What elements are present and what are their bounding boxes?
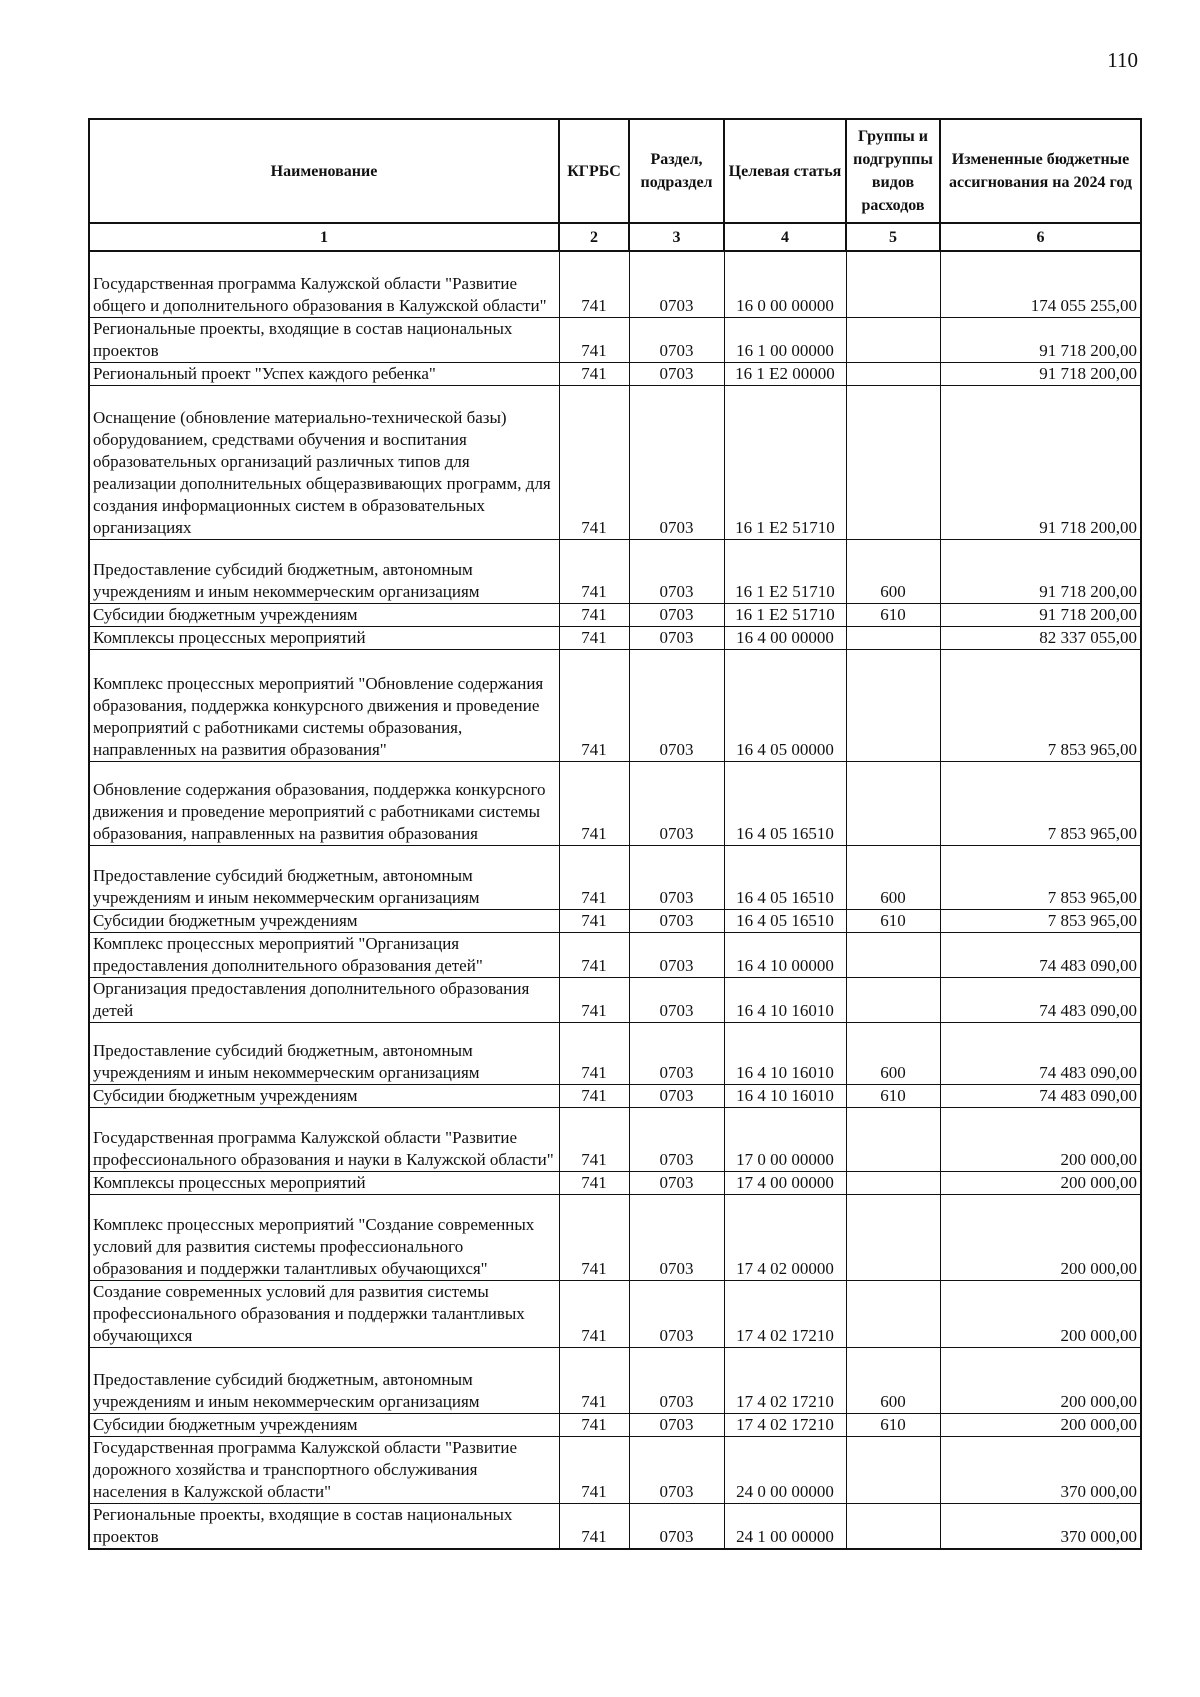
row-group [846,1503,940,1549]
row-group: 610 [846,909,940,932]
row-group: 610 [846,1413,940,1436]
row-amount: 74 483 090,00 [940,1022,1141,1084]
table-row [89,649,1141,761]
row-group: 610 [846,1084,940,1107]
row-target: 16 0 00 00000 [724,251,846,317]
row-target: 16 4 05 16510 [724,909,846,932]
row-kgrbs: 741 [559,1194,629,1280]
row-target: 24 0 00 00000 [724,1436,846,1503]
row-kgrbs: 741 [559,317,629,362]
table-row [89,1171,1141,1194]
row-target: 16 1 E2 00000 [724,362,846,385]
row-name: Региональные проекты, входящие в состав национальных проектов [89,317,559,362]
row-kgrbs: 741 [559,932,629,977]
row-kgrbs: 741 [559,1413,629,1436]
page-number: 110 [1107,48,1138,72]
row-group [846,317,940,362]
row-name: Субсидии бюджетным учреждениям [89,909,559,932]
column-number: 2 [559,223,629,251]
row-name: Субсидии бюджетным учреждениям [89,1084,559,1107]
row-amount: 91 718 200,00 [940,385,1141,539]
row-name: Комплексы процессных мероприятий [89,1171,559,1194]
row-kgrbs: 741 [559,1280,629,1347]
row-group [846,977,940,1022]
row-kgrbs: 741 [559,1436,629,1503]
row-kgrbs: 741 [559,626,629,649]
row-group [846,362,940,385]
row-target: 16 1 E2 51710 [724,603,846,626]
table-header [89,119,1141,251]
row-section: 0703 [629,1436,724,1503]
row-target: 16 4 00 00000 [724,626,846,649]
table-row [89,603,1141,626]
row-section: 0703 [629,1171,724,1194]
row-amount: 91 718 200,00 [940,317,1141,362]
row-kgrbs: 741 [559,1084,629,1107]
row-kgrbs: 741 [559,1503,629,1549]
row-group [846,1194,940,1280]
row-amount: 370 000,00 [940,1503,1141,1549]
row-kgrbs: 741 [559,649,629,761]
row-amount: 200 000,00 [940,1194,1141,1280]
row-group [846,1171,940,1194]
table-row [89,626,1141,649]
row-kgrbs: 741 [559,1171,629,1194]
header-kgrbs: КГРБС [559,119,629,223]
row-group [846,932,940,977]
row-group: 610 [846,603,940,626]
header-target: Целевая статья [724,119,846,223]
row-name: Предоставление субсидий бюджетным, автономным учреждениям и иным некоммерческим организациям [89,539,559,603]
row-name: Региональные проекты, входящие в состав национальных проектов [89,1503,559,1549]
row-amount: 7 853 965,00 [940,649,1141,761]
row-section: 0703 [629,603,724,626]
table-row [89,1280,1141,1347]
row-kgrbs: 741 [559,761,629,845]
row-group: 600 [846,1347,940,1413]
row-group [846,1280,940,1347]
row-group [846,1107,940,1171]
row-amount: 91 718 200,00 [940,603,1141,626]
row-kgrbs: 741 [559,362,629,385]
column-number: 4 [724,223,846,251]
row-section: 0703 [629,761,724,845]
row-kgrbs: 741 [559,977,629,1022]
row-kgrbs: 741 [559,1107,629,1171]
row-section: 0703 [629,317,724,362]
row-section: 0703 [629,1413,724,1436]
row-section: 0703 [629,977,724,1022]
row-amount: 82 337 055,00 [940,626,1141,649]
row-section: 0703 [629,539,724,603]
row-amount: 200 000,00 [940,1107,1141,1171]
row-name: Государственная программа Калужской области "Развитие дорожного хозяйства и транспортного обслуживания населения в Калужской области" [89,1436,559,1503]
row-name: Предоставление субсидий бюджетным, автономным учреждениям и иным некоммерческим организациям [89,845,559,909]
row-group [846,649,940,761]
row-group: 600 [846,539,940,603]
row-name: Предоставление субсидий бюджетным, автономным учреждениям и иным некоммерческим организациям [89,1347,559,1413]
table-row [89,1107,1141,1171]
row-section: 0703 [629,1280,724,1347]
row-target: 16 4 10 00000 [724,932,846,977]
column-number: 5 [846,223,940,251]
table-row [89,1084,1141,1107]
row-name: Обновление содержания образования, поддержка конкурсного движения и проведение мероприятий с работниками системы образования, направленных на развития образования [89,761,559,845]
table-row [89,251,1141,317]
budget-table [88,118,1142,1550]
table-row [89,909,1141,932]
table-row [89,1413,1141,1436]
row-target: 16 1 E2 51710 [724,385,846,539]
table-row [89,932,1141,977]
row-target: 17 4 02 17210 [724,1280,846,1347]
row-group [846,251,940,317]
row-amount: 174 055 255,00 [940,251,1141,317]
row-amount: 200 000,00 [940,1413,1141,1436]
table-row [89,761,1141,845]
row-section: 0703 [629,385,724,539]
row-name: Субсидии бюджетным учреждениям [89,603,559,626]
row-target: 16 4 10 16010 [724,1022,846,1084]
row-section: 0703 [629,251,724,317]
table-row [89,317,1141,362]
row-name: Комплекс процессных мероприятий "Создание современных условий для развития системы профессионального образования и поддержки талантливых обучающихся" [89,1194,559,1280]
column-number: 3 [629,223,724,251]
row-section: 0703 [629,649,724,761]
column-number: 1 [89,223,559,251]
row-section: 0703 [629,1194,724,1280]
header-section: Раздел, подраздел [629,119,724,223]
row-target: 24 1 00 00000 [724,1503,846,1549]
column-number: 6 [940,223,1141,251]
row-name: Оснащение (обновление материально-технической базы) оборудованием, средствами обучения и воспитания образовательных организаций различных типов для реализации дополнительных общеразвивающих программ, для создания информационных систем в образовательных организациях [89,385,559,539]
row-section: 0703 [629,1503,724,1549]
row-amount: 91 718 200,00 [940,539,1141,603]
table-body [89,251,1141,1549]
row-target: 16 4 05 16510 [724,845,846,909]
row-name: Создание современных условий для развития системы профессионального образования и поддержки талантливых обучающихся [89,1280,559,1347]
table-row [89,1022,1141,1084]
row-group: 600 [846,845,940,909]
row-kgrbs: 741 [559,1347,629,1413]
table-row [89,1503,1141,1549]
row-target: 16 4 05 00000 [724,649,846,761]
row-section: 0703 [629,362,724,385]
table-row [89,1436,1141,1503]
row-section: 0703 [629,1022,724,1084]
row-group: 600 [846,1022,940,1084]
row-name: Региональный проект "Успех каждого ребенка" [89,362,559,385]
row-amount: 7 853 965,00 [940,909,1141,932]
table-row [89,362,1141,385]
row-target: 16 4 10 16010 [724,977,846,1022]
row-target: 16 4 10 16010 [724,1084,846,1107]
table-row [89,1194,1141,1280]
row-target: 16 1 00 00000 [724,317,846,362]
header-groups: Группы и подгруппы видов расходов [846,119,940,223]
row-target: 17 0 00 00000 [724,1107,846,1171]
row-amount: 200 000,00 [940,1171,1141,1194]
row-kgrbs: 741 [559,603,629,626]
row-name: Комплекс процессных мероприятий "Обновление содержания образования, поддержка конкурсного движения и проведение мероприятий с работниками системы образования, направленных на развития образования" [89,649,559,761]
row-section: 0703 [629,1347,724,1413]
row-amount: 74 483 090,00 [940,932,1141,977]
table-row [89,845,1141,909]
row-name: Государственная программа Калужской области "Развитие профессионального образования и науки в Калужской области" [89,1107,559,1171]
header-name: Наименование [89,119,559,223]
row-target: 17 4 02 00000 [724,1194,846,1280]
row-target: 16 4 05 16510 [724,761,846,845]
row-target: 17 4 02 17210 [724,1347,846,1413]
row-name: Государственная программа Калужской области "Развитие общего и дополнительного образования в Калужской области" [89,251,559,317]
table-row [89,977,1141,1022]
table-row [89,385,1141,539]
row-amount: 7 853 965,00 [940,845,1141,909]
table-row [89,539,1141,603]
row-section: 0703 [629,932,724,977]
row-target: 17 4 00 00000 [724,1171,846,1194]
row-kgrbs: 741 [559,909,629,932]
row-name: Субсидии бюджетным учреждениям [89,1413,559,1436]
row-section: 0703 [629,1084,724,1107]
row-name: Комплексы процессных мероприятий [89,626,559,649]
row-kgrbs: 741 [559,845,629,909]
row-kgrbs: 741 [559,385,629,539]
row-group [846,626,940,649]
row-target: 16 1 E2 51710 [724,539,846,603]
row-kgrbs: 741 [559,251,629,317]
row-group [846,385,940,539]
row-amount: 7 853 965,00 [940,761,1141,845]
row-amount: 200 000,00 [940,1280,1141,1347]
row-section: 0703 [629,626,724,649]
row-group [846,761,940,845]
row-section: 0703 [629,845,724,909]
row-group [846,1436,940,1503]
row-kgrbs: 741 [559,539,629,603]
header-amount: Измененные бюджетные ассигнования на 2024 год [940,119,1141,223]
table-row [89,1347,1141,1413]
row-name: Комплекс процессных мероприятий "Организация предоставления дополнительного образования детей" [89,932,559,977]
row-name: Организация предоставления дополнительного образования детей [89,977,559,1022]
row-amount: 370 000,00 [940,1436,1141,1503]
row-amount: 200 000,00 [940,1347,1141,1413]
row-section: 0703 [629,909,724,932]
row-amount: 74 483 090,00 [940,1084,1141,1107]
row-name: Предоставление субсидий бюджетным, автономным учреждениям и иным некоммерческим организациям [89,1022,559,1084]
row-section: 0703 [629,1107,724,1171]
row-amount: 74 483 090,00 [940,977,1141,1022]
row-amount: 91 718 200,00 [940,362,1141,385]
row-kgrbs: 741 [559,1022,629,1084]
row-target: 17 4 02 17210 [724,1413,846,1436]
